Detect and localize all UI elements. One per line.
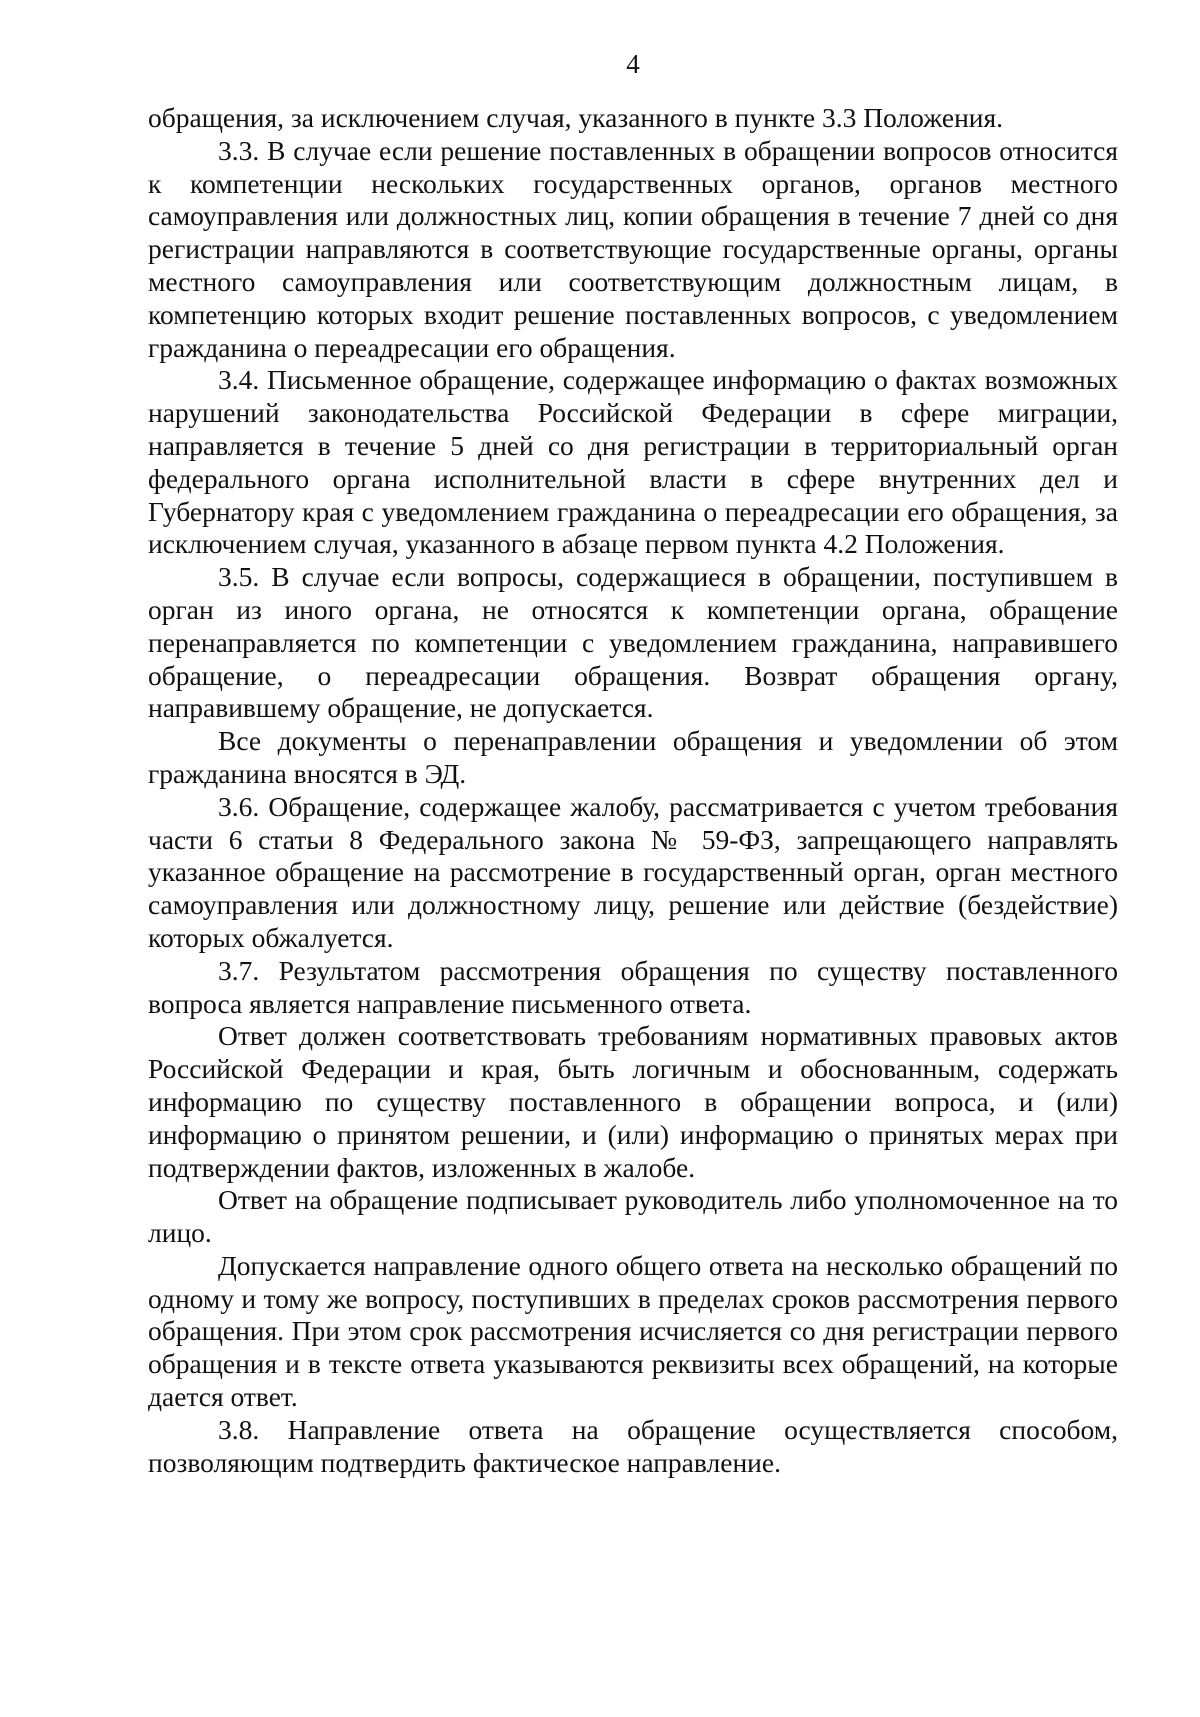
paragraph-3-6: 3.6. Обращение, содержащее жалобу, рассматривается с учетом требования части 6 статьи 8 Федерального закона № 59-ФЗ, запрещающего направлять указанное обращение на рассмотрение в государственный орган, орган местного самоуправления или должностному лицу, решение или действие (бездействие) которых обжалуется. bbox=[148, 790, 1118, 953]
paragraph-3-7-answer-requirements: Ответ должен соответствовать требованиям нормативных правовых актов Российской Федерации и края, быть логичным и обоснованным, содержать информацию по существу поставленного в обращении вопроса, и (или) информацию о принятом решении, и (или) информацию о принятых мерах при подтверждении фактов, изложенных в жалобе. bbox=[148, 1020, 1118, 1183]
document-page bbox=[148, 48, 1118, 1479]
paragraph-3-7: 3.7. Результатом рассмотрения обращения по существу поставленного вопроса является направление письменного ответа. bbox=[148, 954, 1118, 1019]
paragraph-3-3: 3.3. В случае если решение поставленных в обращении вопросов относится к компетенции нескольких государственных органов, органов местного самоуправления или должностных лиц, копии обращения в течение 7 дней со дня регистрации направляются в соответствующие государственные органы, органы местного самоуправления или соответствующим должностным лицам, в компетенцию которых входит решение поставленных вопросов, с уведомлением гражданина о переадресации его обращения. bbox=[148, 134, 1118, 363]
paragraph-3-5: 3.5. В случае если вопросы, содержащиеся в обращении, поступившем в орган из иного органа, не относятся к компетенции органа, обращение перенаправляется по компетенции с уведомлением гражданина, направившего обращение, о переадресации обращения. Возврат обращения органу, направившему обращение, не допускается. bbox=[148, 561, 1118, 724]
paragraph-3-7-general-answer: Допускается направление одного общего ответа на несколько обращений по одному и тому же вопросу, поступивших в пределах сроков рассмотрения первого обращения. При этом срок рассмотрения исчисляется со дня регистрации первого обращения и в тексте ответа указываются реквизиты всех обращений, на которые дается ответ. bbox=[148, 1249, 1118, 1413]
paragraph-3-8: 3.8. Направление ответа на обращение осуществляется способом, позволяющим подтвердить фактическое направление. bbox=[148, 1413, 1118, 1478]
page-number: 4 bbox=[626, 49, 640, 79]
paragraph-continuation: обращения, за исключением случая, указанного в пункте 3.3 Положения. bbox=[148, 102, 1004, 133]
paragraph-3-5-documents: Все документы о перенаправлении обращения и уведомлении об этом гражданина вносятся в ЭД. bbox=[148, 725, 1118, 789]
paragraph-3-7-answer-signature: Ответ на обращение подписывает руководитель либо уполномоченное на то лицо. bbox=[148, 1184, 1118, 1249]
paragraph-3-4: 3.4. Письменное обращение, содержащее информацию о фактах возможных нарушений законодательства Российской Федерации в сфере миграции, направляется в течение 5 дней со дня регистрации в территориальный орган федерального органа исполнительной власти в сфере внутренних дел и Губернатору края с уведомлением гражданина о переадресации его обращения, за исключением случая, указанного в абзаце первом пункта 4.2 Положения. bbox=[148, 364, 1118, 560]
